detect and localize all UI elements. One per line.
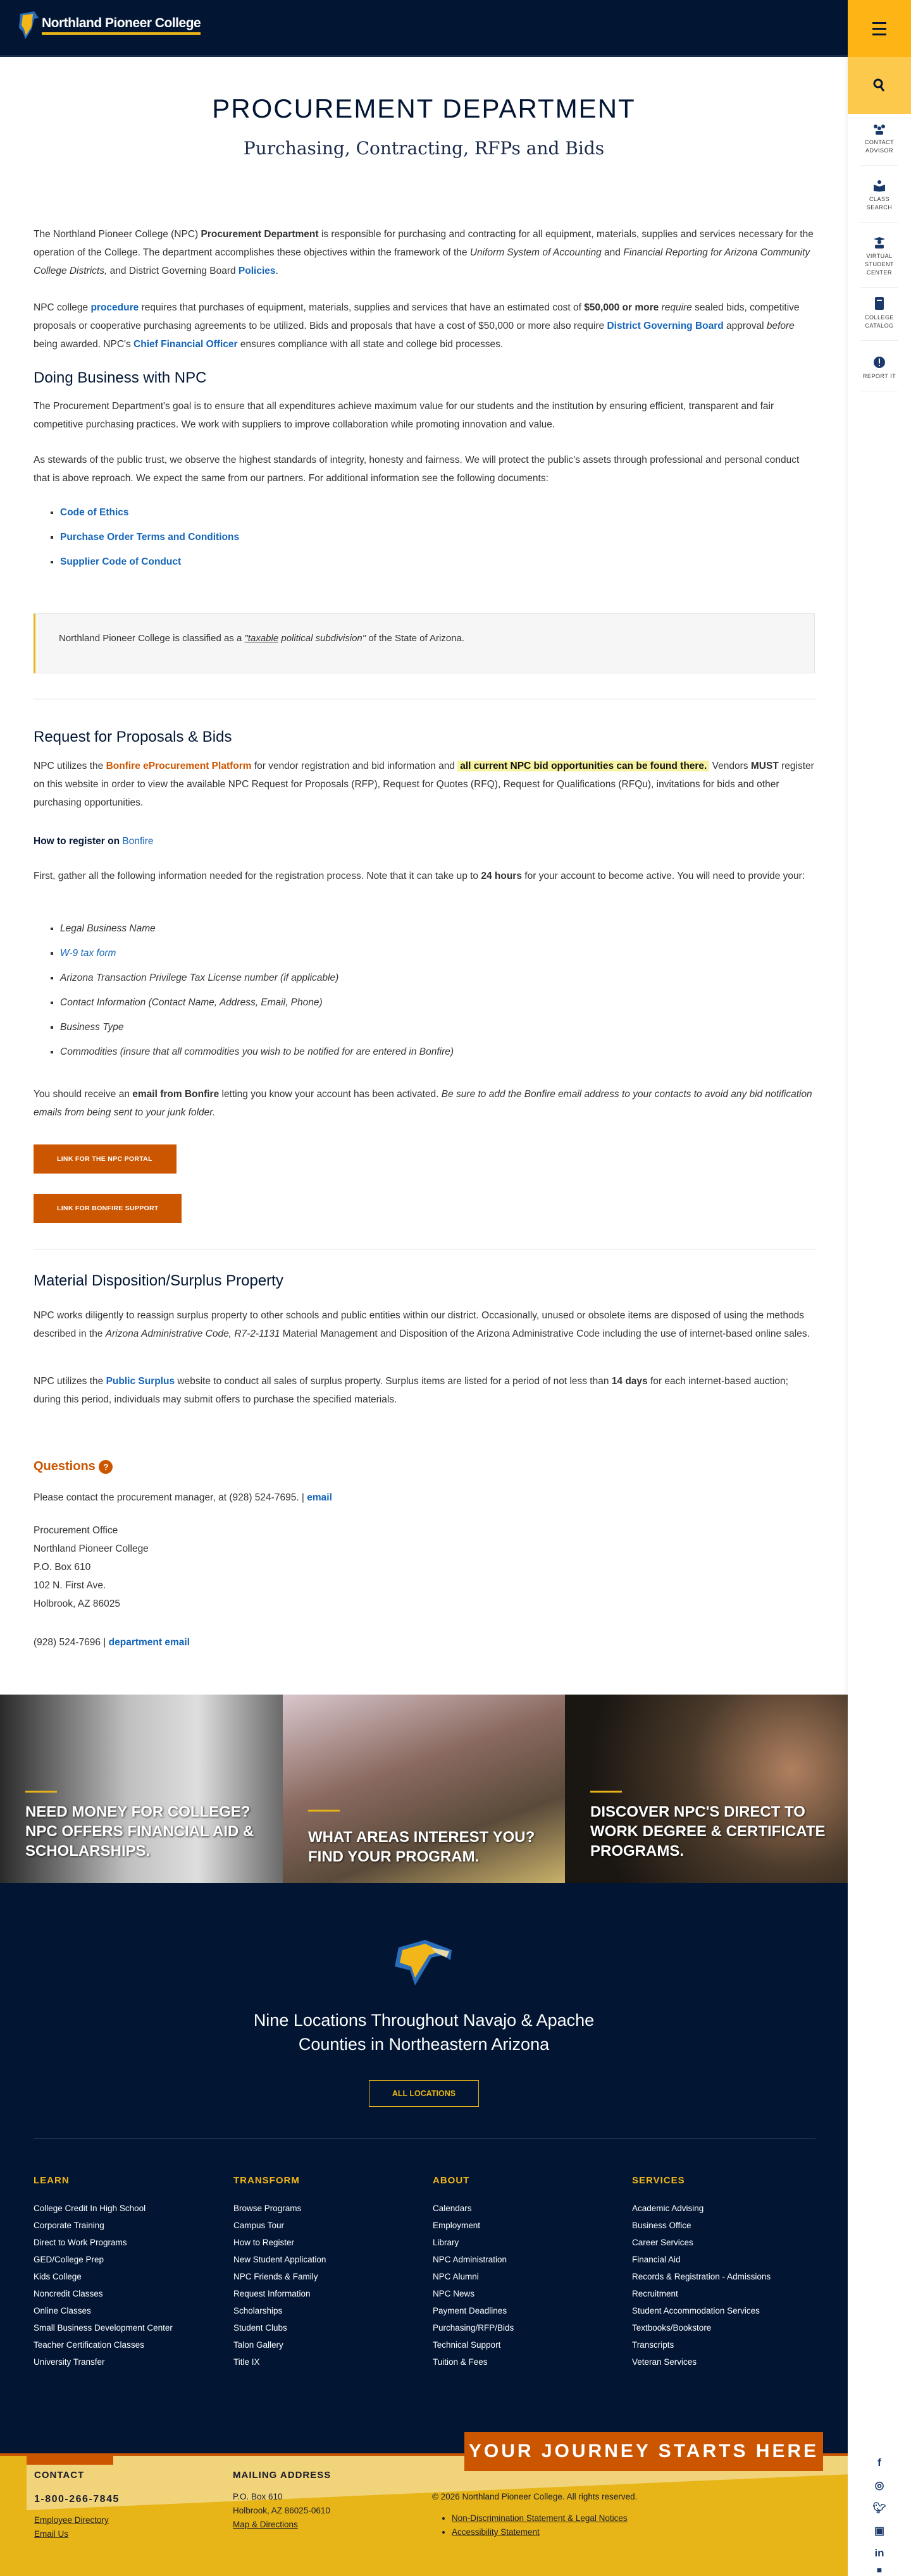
requirements-list [34,923,454,1071]
site-header [0,0,848,57]
menu-button[interactable] [848,0,911,57]
footer-link[interactable]: Talon Gallery [233,2340,283,2350]
footer-link[interactable]: NPC News [433,2289,475,2298]
bonfire-link[interactable]: Bonfire [122,836,154,847]
address-line: Northland Pioneer College [34,1543,149,1554]
footer-col-learn [34,2175,173,2371]
footer-col-services [632,2175,771,2371]
footer-link[interactable]: Academic Advising [632,2204,704,2213]
list-item: ▪ Business Type [60,1022,454,1046]
twitter-icon[interactable]: 🐦︎ [872,2502,886,2514]
code-of-ethics-link[interactable]: Code of Ethics [60,507,129,518]
footer-link[interactable]: Records & Registration - Admissions [632,2272,771,2281]
footer-link[interactable]: Technical Support [433,2340,501,2350]
report-it-link[interactable] [860,356,898,391]
flickr-icon[interactable]: ■ [876,2565,883,2575]
youtube-icon[interactable]: ▣ [874,2525,885,2537]
list-item [452,2512,628,2525]
email-us-link[interactable]: Email Us [34,2529,69,2539]
hamburger-icon [872,22,886,24]
footer-link[interactable]: NPC Alumni [433,2272,479,2281]
question-icon: ? [99,1460,113,1474]
surplus-paragraph-2: NPC utilizes the Public Surplus website to conduct all sales of surplus property. Surplus items are listed for a period of not less than 14 days for each internet-based auction; during this period, individuals may submit offers to purchase the specified materials. [34,1376,788,1405]
accent-bar [25,1791,57,1793]
list-item [60,532,239,556]
rail-label: VIRTUAL STUDENT CENTER [865,253,894,276]
footer-link[interactable]: Campus Tour [233,2221,285,2230]
rfp-heading: Request for Proposals & Bids [34,728,232,745]
footer-link[interactable]: College Credit In High School [34,2204,146,2213]
exclamation-icon [873,356,886,369]
procedure-link[interactable]: procedure [90,302,139,313]
footer-link[interactable]: Corporate Training [34,2221,104,2230]
footer-link[interactable]: NPC Administration [433,2255,507,2264]
page-title: PROCUREMENT DEPARTMENT [212,94,636,123]
footer-link[interactable]: Career Services [632,2238,693,2247]
address-line: 102 N. First Ave. [34,1580,106,1591]
col-heading: TRANSFORM [233,2175,300,2186]
linkedin-icon[interactable]: in [874,2547,884,2559]
footer-link[interactable]: Financial Aid [632,2255,681,2264]
address-line: Procurement Office [34,1525,118,1536]
footer-link[interactable]: Request Information [233,2289,311,2298]
search-icon [873,78,886,92]
rail-label: COLLEGE CATALOG [864,314,895,329]
right-rail [848,0,911,2576]
intro-paragraph-1: The Northland Pioneer College (NPC) Procurement Department is responsible for purchasing and contracting for all equipment, materials, supplies and services necessary for the operation of the College. The department accomplishes these objectives within the framework of the Uniform System of Accounting and Financial Reporting for Arizona Community College Districts, and District Governing Board Policies. [34,229,814,276]
footer-col-transform [233,2175,326,2371]
virtual-student-center-link[interactable] [860,237,898,288]
main-phone: 1-800-266-7845 [34,2494,120,2505]
surplus-heading: Material Disposition/Surplus Property [34,1272,283,1289]
w9-link[interactable]: W-9 tax form [60,948,116,959]
hamburger-line [872,34,886,35]
footer-link[interactable]: Library [433,2238,459,2247]
rail-label: REPORT IT [862,373,896,379]
hamburger-line [872,28,886,30]
accessibility-link[interactable]: • Accessibility Statement [452,2527,540,2537]
policies-link[interactable]: Policies [238,266,276,276]
footer-link[interactable]: New Student Application [233,2255,326,2264]
facebook-icon[interactable]: f [877,2456,881,2469]
reader-icon [872,180,886,192]
procurement-address [34,1521,815,1613]
band-tab [27,2456,113,2465]
all-locations-button[interactable]: ALL LOCATIONS [369,2080,479,2107]
department-phone: (928) 524-7696 | department email [34,1637,190,1648]
footer-link[interactable]: Scholarships [233,2306,283,2315]
footer-link[interactable]: Title IX [233,2357,260,2367]
promo-caption: DISCOVER NPC'S DIRECT TO WORK DEGREE & CERTIFICATE PROGRAMS. [590,1803,826,1860]
footer-link[interactable]: Small Business Development Center [34,2323,173,2333]
list-item [60,948,454,972]
accent-bar [590,1791,622,1793]
email-link[interactable]: email [307,1492,332,1503]
logo-link[interactable] [18,10,201,40]
address-line: P.O. Box 610 [233,2492,283,2501]
npc-portal-button[interactable]: LINK FOR THE NPC PORTAL [34,1144,177,1174]
footer-link[interactable]: Kids College [34,2272,82,2281]
documents-list [34,507,239,581]
mailing-address [233,2490,330,2532]
footer-link[interactable]: Veteran Services [632,2357,697,2367]
contact-advisor-link[interactable] [860,123,898,166]
supplier-code-link[interactable]: Supplier Code of Conduct [60,556,182,567]
non-discrimination-link[interactable]: • Non-Discrimination Statement & Legal Notices [452,2513,628,2523]
col-heading: ABOUT [433,2175,470,2186]
intro-paragraph-2: NPC college procedure requires that purchases of equipment, materials, supplies and services that have an estimated cost of $50,000 or more require sealed bids, competitive proposals or cooperative purchasing agreements to be utilized. Bids and proposals that have a cost of $50,000 or more also require District Governing Board approval before being awarded. NPC's Chief Financial Officer ensures compliance with all state and college bid processes. [34,302,800,350]
footer-link[interactable]: Direct to Work Programs [34,2238,127,2247]
bonfire-platform-link[interactable]: Bonfire eProcurement Platform [106,761,252,771]
promo-direct-to-work[interactable] [565,1695,848,1883]
promo-caption: WHAT AREAS INTEREST YOU? FIND YOUR PROGRAM. [308,1829,535,1865]
gather-paragraph: First, gather all the following information needed for the registration process. Note that it can take up to 24 hours for your account to become active. You will need to provide your: [34,871,805,881]
address-line: P.O. Box 610 [34,1562,91,1573]
promo-caption: NEED MONEY FOR COLLEGE? NPC OFFERS FINANCIAL AID & SCHOLARSHIPS. [25,1803,254,1860]
footer-link[interactable]: Payment Deadlines [433,2306,507,2315]
eagle-logo-icon [18,10,39,40]
email-paragraph: You should receive an email from Bonfire letting you know your account has been activated. Be sure to add the Bonfire email address to your contacts to avoid any bid notification emails from being sent to your junk folder. [34,1089,812,1118]
journey-banner: YOUR JOURNEY STARTS HERE [464,2432,823,2471]
footer-link[interactable]: Teacher Certification Classes [34,2340,144,2350]
address-line: Holbrook, AZ 86025 [34,1598,121,1609]
footer-link[interactable]: NPC Friends & Family [233,2272,318,2281]
footer-link[interactable]: Textbooks/Bookstore [632,2323,712,2333]
po-terms-link[interactable]: Purchase Order Terms and Conditions [60,532,240,543]
instagram-icon[interactable]: ◎ [874,2479,884,2491]
list-item: ▪ Commodities (insure that all commodities you wish to be notified for are entered in Bonfire) [60,1046,454,1071]
governing-board-link[interactable]: District Governing Board [607,321,724,331]
cfo-link[interactable]: Chief Financial Officer [133,339,238,350]
questions-contact: Please contact the procurement manager, at (928) 524-7695. | email [34,1492,332,1503]
highlight: all current NPC bid opportunities can be found there. [457,761,709,771]
list-item: ▪ Legal Business Name [60,923,454,948]
public-surplus-link[interactable]: Public Surplus [106,1376,175,1387]
book-icon [872,297,886,310]
doing-business-heading: Doing Business with NPC [34,369,207,386]
locations-tagline [0,2008,848,2056]
tagline-line: Nine Locations Throughout Navajo & Apache [253,2011,595,2030]
page-subtitle: Purchasing, Contracting, RFPs and Bids [243,138,605,159]
footer-link[interactable]: Purchasing/RFP/Bids [433,2323,514,2333]
footer-link[interactable]: Student Accommodation Services [632,2306,760,2315]
contact-heading: CONTACT [34,2470,85,2481]
footer-link[interactable]: Business Office [632,2221,691,2230]
footer-link[interactable]: Recruitment [632,2289,678,2298]
footer-link[interactable]: Noncredit Classes [34,2289,103,2298]
divider [34,2138,815,2139]
col-heading: LEARN [34,2175,70,2186]
doing-business-paragraph-2: As stewards of the public trust, we observe the highest standards of integrity, honesty and fairness. We will protect the public's assets through professional and personal conduct that is above reproach. We expect the same from our partners. For additional information see the following documents: [34,455,800,484]
footer-link[interactable]: Student Clubs [233,2323,287,2333]
bonfire-support-button[interactable]: LINK FOR BONFIRE SUPPORT [34,1194,182,1223]
college-catalog-link[interactable] [860,297,898,341]
search-button[interactable] [848,57,911,114]
doing-business-paragraph-1: The Procurement Department's goal is to ensure that all expenditures achieve maximum value for our students and the institution by ensuring efficient, transparent and fair competitive purchasing practices. We work with suppliers to improve collaboration while promoting innovation and value. [34,401,774,430]
tagline-line: Counties in Northeastern Arizona [298,2035,550,2054]
list-item: ▪ Contact Information (Contact Name, Address, Email, Phone) [60,997,454,1022]
rail-label: CONTACT ADVISOR [864,139,895,154]
list-item: ▪ Arizona Transaction Privilege Tax License number (if applicable) [60,972,454,997]
list-item [452,2525,628,2539]
rail-label: CLASS SEARCH [866,196,893,211]
copyright: © 2026 Northland Pioneer College. All rights reserved. [432,2492,638,2501]
employee-directory-link[interactable]: Employee Directory [34,2515,109,2525]
footer-link[interactable]: Online Classes [34,2306,91,2315]
legal-links [452,2512,628,2539]
people-icon [872,123,886,135]
footer-link[interactable]: How to Register [233,2238,295,2247]
surplus-paragraph-1: NPC works diligently to reassign surplus property to other schools and public entities within our district. Occasionally, unused or obsolete items are disposed of using the methods described in the Arizona Administrative Code, R7-2-1131 Material Management and Disposition of the Arizona Administrative Code including the use of internet-based online sales. [34,1310,810,1339]
accent-bar [308,1810,340,1812]
tax-status-callout: Northland Pioneer College is classified as a "taxable political subdivision" of the State of Arizona. [34,613,815,673]
class-search-link[interactable] [860,180,898,223]
promo-find-program[interactable] [283,1695,566,1883]
rfp-paragraph: NPC utilizes the Bonfire eProcurement Platform for vendor registration and bid information and all current NPC bid opportunities can be found there. Vendors MUST register on this website in order to view the available NPC Request for Proposals (RFP), Request for Quotes (RFQ), Request for Qualifications (RFQu), invitations for bids and other purchasing opportunities. [34,761,814,808]
map-directions-link[interactable]: Map & Directions [233,2520,298,2529]
footer-link[interactable]: Transcripts [632,2340,674,2350]
questions-heading: Questions ? [34,1457,815,1476]
graduate-icon [872,237,886,248]
address-line: Holbrook, AZ 86025-0610 [233,2506,330,2515]
footer-link[interactable]: Employment [433,2221,481,2230]
footer-col-about [433,2175,514,2371]
logo-text: Northland Pioneer College [42,16,201,35]
footer-link[interactable]: Calendars [433,2204,472,2213]
footer-link[interactable]: University Transfer [34,2357,105,2367]
department-email-link[interactable]: department email [108,1637,190,1648]
eagle-mascot-icon [394,1939,454,1987]
footer-link[interactable]: Browse Programs [233,2204,302,2213]
footer-link[interactable]: Tuition & Fees [433,2357,488,2367]
col-heading: SERVICES [632,2175,685,2186]
list-item [60,556,239,581]
list-item [60,507,239,532]
footer-link[interactable]: GED/College Prep [34,2255,104,2264]
promo-financial-aid[interactable] [0,1695,283,1883]
mailing-address-heading: MAILING ADDRESS [233,2470,332,2481]
how-to-register: How to register on Bonfire [34,836,154,847]
